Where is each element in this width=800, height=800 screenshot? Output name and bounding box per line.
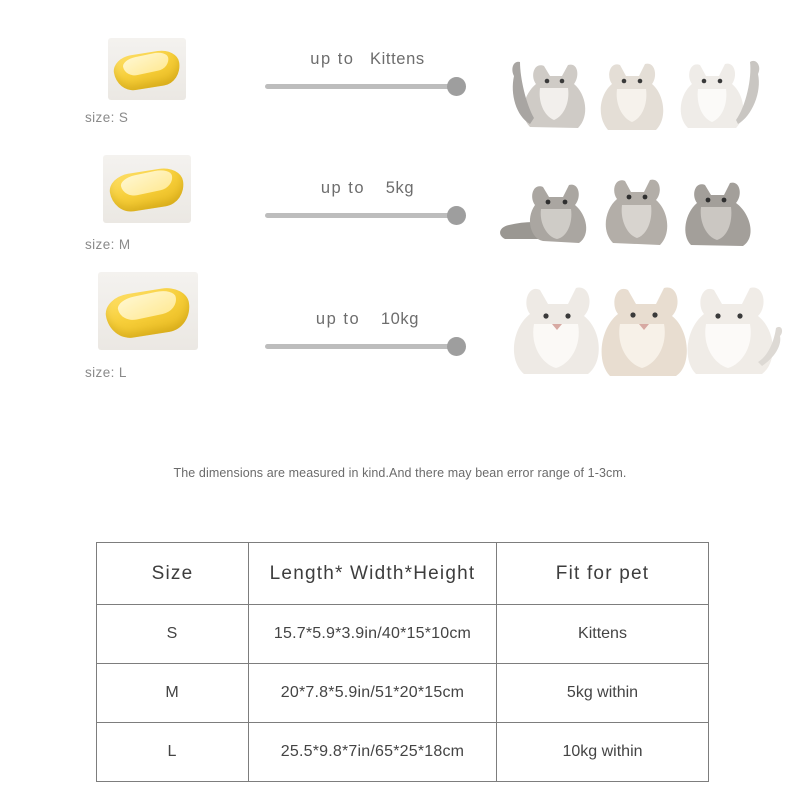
slider-prefix-l: up to <box>315 310 361 328</box>
header-fit-for-pet: Fit for pet <box>497 543 709 605</box>
cell-size-s: S <box>97 605 249 664</box>
banana-pet-bed-icon <box>108 38 186 100</box>
slider-prefix-m: up to <box>320 179 366 197</box>
three-grey-cats-photo <box>495 147 780 272</box>
table-row <box>97 605 709 664</box>
slider-track-s[interactable] <box>265 84 455 89</box>
header-dimensions: Length* Width*Height <box>249 543 497 605</box>
table-row <box>97 723 709 782</box>
capacity-slider-s[interactable] <box>265 50 470 106</box>
slider-value-m: 5kg <box>385 179 415 197</box>
size-row-l <box>0 262 800 392</box>
size-label-s: size: S <box>85 110 129 125</box>
cell-dims-m: 20*7.8*5.9in/51*20*15cm <box>249 664 497 723</box>
table-row <box>97 664 709 723</box>
size-row-s <box>0 28 800 158</box>
cell-size-l: L <box>97 723 249 782</box>
banana-pet-bed-icon <box>98 272 198 350</box>
measurement-note: The dimensions are measured in kind.And there may bean error range of 1-3cm. <box>173 466 627 480</box>
slider-value-s: Kittens <box>370 50 425 68</box>
slider-knob-l[interactable] <box>447 337 466 356</box>
header-size: Size <box>97 543 249 605</box>
slider-value-l: 10kg <box>380 310 420 328</box>
slider-track-l[interactable] <box>265 344 455 349</box>
slider-label-s <box>265 50 470 69</box>
cell-fit-m: 5kg within <box>497 664 709 723</box>
slider-label-l <box>265 310 470 329</box>
three-fluffy-cats-photo <box>500 262 785 387</box>
cell-dims-l: 25.5*9.8*7in/65*25*18cm <box>249 723 497 782</box>
capacity-slider-l[interactable] <box>265 310 470 366</box>
slider-knob-m[interactable] <box>447 206 466 225</box>
size-label-l: size: L <box>85 365 127 380</box>
slider-knob-s[interactable] <box>447 77 466 96</box>
cell-fit-l: 10kg within <box>497 723 709 782</box>
slider-label-m <box>265 179 470 198</box>
slider-track-m[interactable] <box>265 213 455 218</box>
cell-fit-s: Kittens <box>497 605 709 664</box>
size-spec-table <box>96 542 709 782</box>
cell-size-m: M <box>97 664 249 723</box>
capacity-slider-m[interactable] <box>265 179 470 235</box>
banana-pet-bed-icon <box>103 155 191 223</box>
size-label-m: size: M <box>85 237 131 252</box>
table-header-row <box>97 543 709 605</box>
cell-dims-s: 15.7*5.9*3.9in/40*15*10cm <box>249 605 497 664</box>
slider-prefix-s: up to <box>310 50 355 68</box>
size-row-m <box>0 145 800 275</box>
three-kittens-photo <box>500 32 785 157</box>
